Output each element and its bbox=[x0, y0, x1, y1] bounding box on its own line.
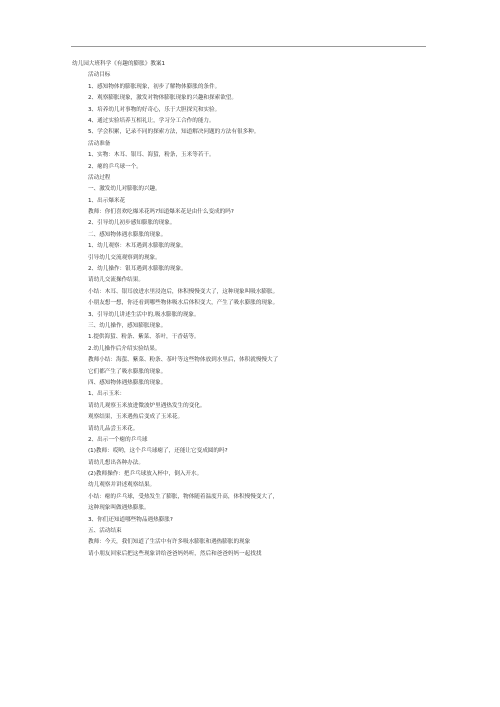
document-line: 请幼儿交流操作结果。 bbox=[88, 277, 144, 284]
document-line: 幼儿观察并讲述观察结果。 bbox=[88, 482, 156, 489]
document-line: 一、激发幼儿对膨胀的兴趣。 bbox=[88, 186, 161, 193]
document-line: 教师：你们喜欢吃爆米花吗?知道爆米花是由什么变成的吗? bbox=[88, 209, 234, 216]
document-line: 四、感知物体遇热膨胀的现象。 bbox=[88, 379, 167, 386]
document-line: 小朋友想一想，你还看到哪些物体吸水后体积变大，产生了吸水膨胀的现象。 bbox=[88, 300, 279, 307]
document-line: 3、培养幼儿对事物的好奇心，乐于大胆探究和实验。 bbox=[88, 106, 221, 113]
document-line: 1、幼儿观察：木耳遇到水膨胀的现象。 bbox=[88, 243, 187, 250]
document-line: 2、出示一个瘪的乒乓球 bbox=[88, 436, 148, 443]
document-lines bbox=[88, 70, 426, 560]
document-line: 小结：木耳、银耳放进水里浸泡后，体积慢慢变大了，这种现象叫吸水膨胀。 bbox=[88, 288, 279, 295]
document-line: 4、通过实验培养互相礼让，学习分工合作的能力。 bbox=[88, 117, 215, 124]
document-line: (1)教师：哎哟，这个乒乓球瘪了，还能让它变成圆的吗? bbox=[88, 448, 228, 455]
document-line: 活动目标 bbox=[88, 72, 111, 79]
document-line: 2、引导幼儿初步感知膨胀的现象。 bbox=[88, 220, 176, 227]
document-line: 二、感知物体遇水膨胀的现象。 bbox=[88, 231, 167, 238]
document-line: 2、瘪的乒乓球一个。 bbox=[88, 163, 142, 170]
document-line: 请小朋友回家后把这些现象讲给爸爸妈妈听，然后和爸爸妈妈一起找找 bbox=[88, 550, 262, 557]
document-line: 引导幼儿交流观察到的现象。 bbox=[88, 254, 161, 261]
document-line: 5、学会积累，记录不同的探索方法，知道解决问题的方法有很多种。 bbox=[88, 129, 260, 136]
document-line: 1.提供海蜇、粉条、紫菜、茶叶，干香菇等。 bbox=[88, 334, 200, 341]
document-line: 观察结果，玉米遇热后变成了玉米花。 bbox=[88, 414, 184, 421]
document-body bbox=[72, 59, 426, 560]
document-line: 五、活动结束 bbox=[88, 528, 122, 535]
document-title: 幼儿园大班科学《有趣的膨胀》教案1 bbox=[72, 61, 166, 67]
document-line: 1、感知物体的膨胀现象，初步了解物体膨胀的条件。 bbox=[88, 83, 221, 90]
document-line: 3、你们还知道哪些物品遇热膨胀? bbox=[88, 516, 173, 523]
document-line: 活动准备 bbox=[88, 140, 111, 147]
document-line: (2)教师操作：把乒乓球放入杯中，倒入开水。 bbox=[88, 471, 203, 478]
document-line: 三、幼儿操作，感知膨胀现象。 bbox=[88, 322, 167, 329]
document-line: 这种现象叫做遇热膨胀。 bbox=[88, 505, 150, 512]
document-line: 1、出示玉米： bbox=[88, 391, 126, 398]
document-line: 小结：瘪的乒乓球，受热发生了膨胀，物体随着温度升高，体积慢慢变大了， bbox=[88, 493, 279, 500]
document-line: 3、引导幼儿讲述生活中的,吸水膨胀的现象。 bbox=[88, 311, 200, 318]
header-rule bbox=[71, 46, 426, 47]
document-line: 2、观察膨胀现象，激发对物体膨胀现象的兴趣和探索欲望。 bbox=[88, 95, 237, 102]
document-line: 1、实物：木耳、银耳、海蜇，粉条，玉米等若干。 bbox=[88, 152, 215, 159]
document-line: 2、幼儿操作：银耳遇到水膨胀的现象。 bbox=[88, 266, 187, 273]
document-line: 1、出示爆米花 bbox=[88, 197, 126, 204]
document-line: 请幼儿观察玉米放进微波炉里遇热发生的变化。 bbox=[88, 402, 206, 409]
document-line: 教师：今天，我们知道了生活中有许多吸水膨胀和遇热膨胀的现象 bbox=[88, 539, 251, 546]
document-line: 请幼儿想出各种办法。 bbox=[88, 459, 144, 466]
document-line: 教师小结：海蜇、紫菜、粉条、茶叶等这些物体放到水里后，体积就慢慢大了 bbox=[88, 357, 279, 364]
document-line: 请幼儿品尝玉米花。 bbox=[88, 425, 139, 432]
document-line: 活动过程 bbox=[88, 174, 111, 181]
document-line: 2.幼儿操作后介绍实验结果。 bbox=[88, 345, 161, 352]
document-line: 它们都产生了吸水膨胀的现象。 bbox=[88, 368, 167, 375]
